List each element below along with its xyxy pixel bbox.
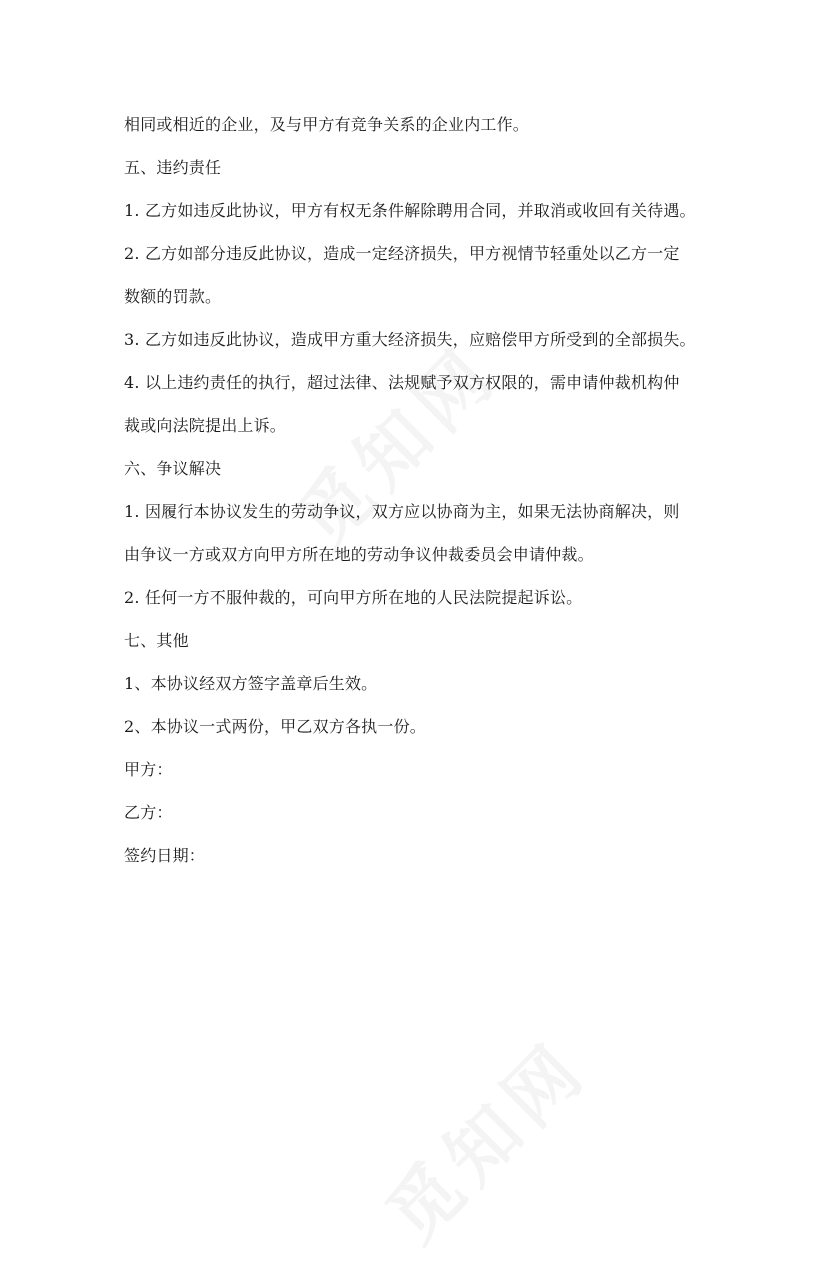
paragraph-continuation: 相同或相近的企业，及与甲方有竞争关系的企业内工作。: [124, 115, 530, 134]
section-heading-other: 七、其他: [124, 631, 189, 650]
dispute-clause-1: 1. 因履行本协议发生的劳动争议，双方应以协商为主，如果无法协商解决，则: [124, 502, 680, 521]
breach-clause-1: 1. 乙方如违反此协议，甲方有权无条件解除聘用合同，并取消或收回有关待遇。: [124, 201, 696, 220]
party-a-signature-label: 甲方：: [124, 760, 173, 779]
watermark: [269, 318, 516, 565]
breach-clause-3: 3. 乙方如违反此协议，造成甲方重大经济损失，应赔偿甲方所受到的全部损失。: [124, 330, 696, 349]
watermark-bottom: [359, 1013, 606, 1260]
other-clause-1: 1、本协议经双方签字盖章后生效。: [124, 674, 378, 693]
dispute-clause-2: 2. 任何一方不服仲裁的，可向甲方所在地的人民法院提起诉讼。: [124, 588, 583, 607]
watermark-text: [281, 330, 514, 563]
breach-clause-4-continued: 裁或向法院提出上诉。: [124, 416, 287, 435]
section-heading-dispute: 六、争议解决: [124, 459, 222, 478]
party-b-signature-label: 乙方：: [124, 803, 173, 822]
breach-clause-2-continued: 数额的罚款。: [124, 287, 222, 306]
signing-date-label: 签约日期：: [124, 846, 206, 865]
dispute-clause-1-continued: 由争议一方或双方向甲方所在地的劳动争议仲裁委员会申请仲裁。: [124, 545, 594, 564]
section-heading-breach: 五、违约责任: [124, 158, 222, 177]
breach-clause-2: 2. 乙方如部分违反此协议，造成一定经济损失，甲方视情节轻重处以乙方一定: [124, 244, 680, 263]
breach-clause-4: 4. 以上违约责任的执行，超过法律、法规赋予双方权限的，需申请仲裁机构仲: [124, 373, 680, 392]
watermark-text: [371, 1025, 604, 1258]
other-clause-2: 2、本协议一式两份，甲乙双方各执一份。: [124, 717, 426, 736]
